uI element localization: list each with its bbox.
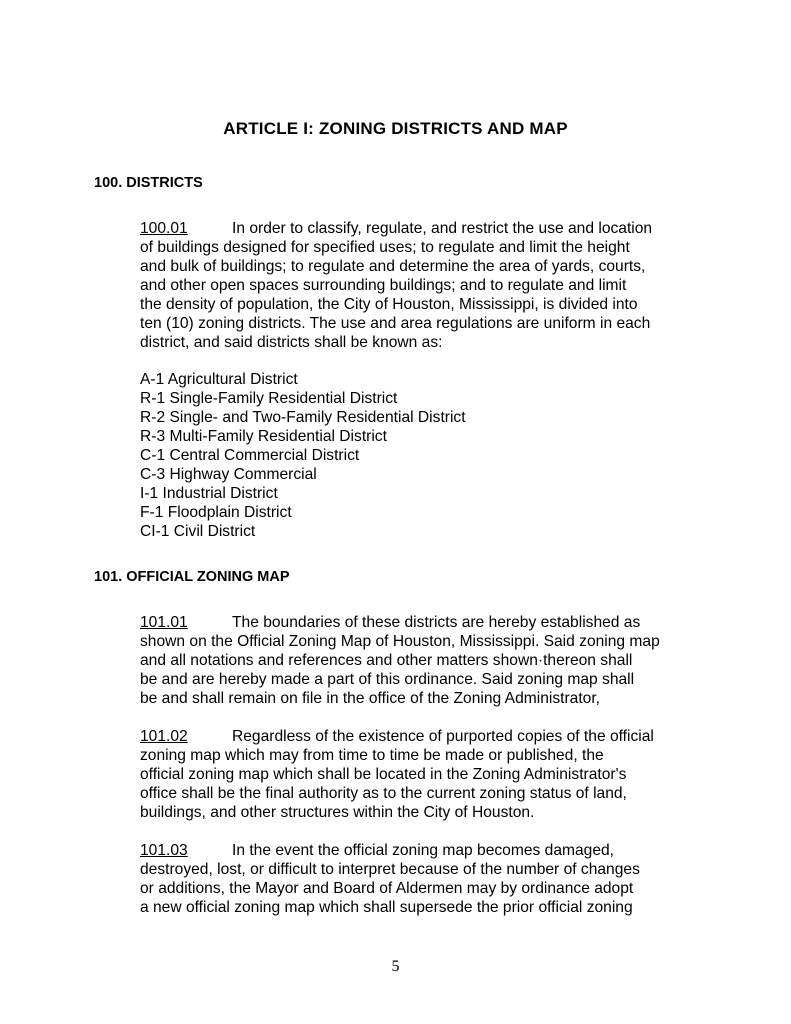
paragraph-line: buildings, and other structures within the City of Houston. (140, 804, 535, 821)
paragraph-line: and other open spaces surrounding buildings; and to regulate and limit (140, 277, 627, 294)
paragraph-line: destroyed, lost, or difficult to interpret because of the number of changes (140, 861, 640, 878)
paragraph-line (140, 613, 710, 632)
district-list (140, 370, 466, 541)
paragraph-text: In order to classify, regulate, and restrict the use and location (232, 220, 653, 237)
paragraph-text: Regardless of the existence of purported copies of the official (232, 728, 654, 745)
section-number: 101.02 (140, 728, 188, 745)
section-number: 100.01 (140, 220, 188, 237)
paragraph-line: district, and said districts shall be known as: (140, 334, 443, 351)
section-number: 101.01 (140, 614, 188, 631)
section-heading-districts: 100. DISTRICTS (94, 175, 203, 191)
paragraph-text: In the event the official zoning map becomes damaged, (232, 842, 615, 859)
paragraph-line: official zoning map which shall be located in the Zoning Administrator's (140, 766, 627, 783)
paragraph-101-03 (140, 841, 710, 917)
paragraph-line: a new official zoning map which shall supersede the prior official zoning (140, 899, 633, 916)
district-item: F-1 Floodplain District (140, 504, 292, 521)
district-item: C-3 Highway Commercial (140, 466, 317, 483)
paragraph-line: and bulk of buildings; to regulate and determine the area of yards, courts, (140, 258, 646, 275)
district-item: CI-1 Civil District (140, 523, 256, 540)
district-item: A-1 Agricultural District (140, 371, 298, 388)
district-item: R-3 Multi-Family Residential District (140, 428, 387, 445)
paragraph-101-01 (140, 613, 710, 708)
article-title: ARTICLE I: ZONING DISTRICTS AND MAP (223, 119, 568, 138)
paragraph-line: of buildings designed for specified uses; to regulate and limit the height (140, 239, 630, 256)
paragraph-line: shown on the Official Zoning Map of Houston, Mississippi. Said zoning map (140, 633, 660, 650)
paragraph-line (140, 219, 710, 238)
paragraph-line: and all notations and references and other matters shown·thereon shall (140, 652, 633, 669)
paragraph-line (140, 727, 710, 746)
paragraph-text: The boundaries of these districts are hereby established as (232, 614, 641, 631)
paragraph-line: be and shall remain on file in the office of the Zoning Administrator, (140, 690, 600, 707)
paragraph-line: be and are hereby made a part of this ordinance. Said zoning map shall (140, 671, 635, 688)
section-heading-official-zoning-map: 101. OFFICIAL ZONING MAP (94, 569, 290, 585)
district-item: I-1 Industrial District (140, 485, 278, 502)
paragraph-line: office shall be the final authority as to the current zoning status of land, (140, 785, 627, 802)
district-item: R-2 Single- and Two-Family Residential District (140, 409, 466, 426)
paragraph-100-01 (140, 219, 710, 352)
page-number: 5 (391, 958, 400, 975)
paragraph-line: zoning map which may from time to time be made or published, the (140, 747, 604, 764)
paragraph-line (140, 841, 710, 860)
district-item: R-1 Single-Family Residential District (140, 390, 398, 407)
section-number: 101.03 (140, 842, 188, 859)
district-item: C-1 Central Commercial District (140, 447, 360, 464)
paragraph-line: the density of population, the City of Houston, Mississippi, is divided into (140, 296, 638, 313)
paragraph-line: ten (10) zoning districts. The use and area regulations are uniform in each (140, 315, 651, 332)
paragraph-101-02 (140, 727, 710, 822)
paragraph-line: or additions, the Mayor and Board of Aldermen may by ordinance adopt (140, 880, 634, 897)
